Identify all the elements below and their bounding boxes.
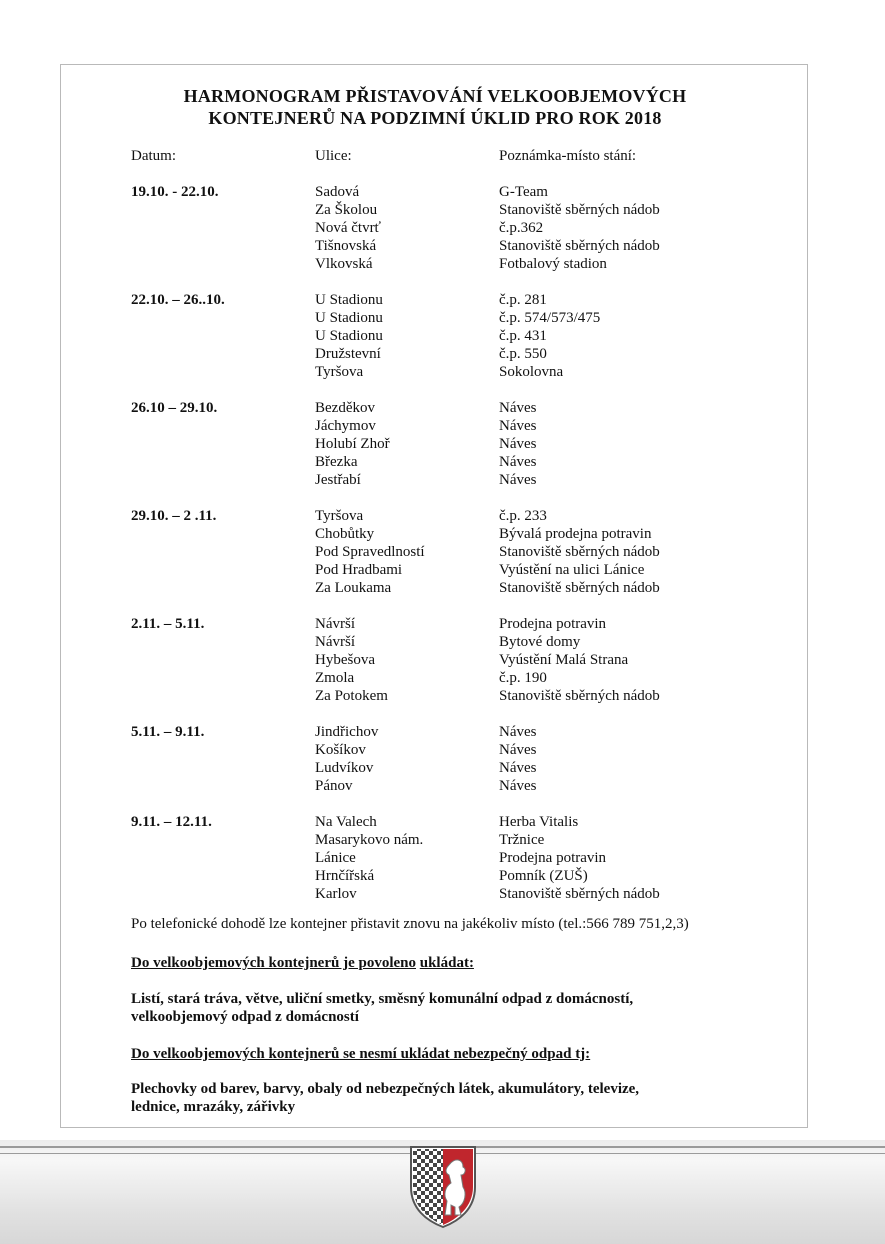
- title-line-2: KONTEJNERŮ NA PODZIMNÍ ÚKLID PRO ROK 2018: [208, 108, 662, 128]
- schedule-note: Náves: [499, 454, 537, 470]
- schedule-note: č.p. 281: [499, 292, 547, 308]
- schedule-row: [61, 363, 809, 381]
- schedule-note: č.p. 550: [499, 346, 547, 362]
- schedule-street: Březka: [315, 454, 358, 470]
- schedule-street: Návrší: [315, 634, 355, 650]
- schedule-note: Stanoviště sběrných nádob: [499, 886, 660, 902]
- allowed-heading-text: Do velkoobjemových kontejnerů je povoleno: [131, 955, 416, 971]
- schedule-note: Vyústění Malá Strana: [499, 652, 629, 668]
- schedule-row: [61, 759, 809, 777]
- schedule-note: č.p. 574/573/475: [499, 310, 601, 326]
- schedule-row: [61, 237, 809, 255]
- schedule-street: Na Valech: [315, 814, 377, 830]
- schedule-note: Vyústění na ulici Lánice: [499, 562, 645, 578]
- schedule-street: Holubí Zhoř: [315, 436, 390, 452]
- allowed-items: [131, 990, 771, 1026]
- schedule-note: Fotbalový stadion: [499, 256, 607, 272]
- schedule-street: Chobůtky: [315, 526, 375, 542]
- schedule-note: Tržnice: [499, 832, 545, 848]
- schedule-note: č.p. 190: [499, 670, 547, 686]
- schedule-date: 19.10. - 22.10.: [131, 184, 219, 200]
- schedule-street: Košíkov: [315, 742, 366, 758]
- schedule-street: U Stadionu: [315, 328, 383, 344]
- column-headers: [61, 147, 809, 165]
- schedule-date: 9.11. – 12.11.: [131, 814, 212, 830]
- schedule-street: Nová čtvrť: [315, 220, 381, 236]
- allowed-line-1: Listí, stará tráva, větve, uliční smetky, směsný komunální odpad z domácností,: [131, 991, 634, 1007]
- schedule-row: [61, 615, 809, 633]
- schedule-note: Sokolovna: [499, 364, 564, 380]
- schedule-row: [61, 669, 809, 687]
- schedule-row: [61, 561, 809, 579]
- schedule-date: 29.10. – 2 .11.: [131, 508, 217, 524]
- document-title: [61, 85, 809, 129]
- schedule-note: Bytové domy: [499, 634, 581, 650]
- schedule-note: Náves: [499, 742, 537, 758]
- forbidden-items: [131, 1080, 771, 1116]
- schedule-street: Bezděkov: [315, 400, 375, 416]
- schedule-row: [61, 777, 809, 795]
- schedule-row: [61, 741, 809, 759]
- town-crest-icon: [405, 1143, 481, 1229]
- schedule-street: Za Potokem: [315, 688, 388, 704]
- schedule-row: [61, 651, 809, 669]
- schedule-date: 22.10. – 26..10.: [131, 292, 225, 308]
- schedule-note: Náves: [499, 400, 537, 416]
- schedule-row: [61, 831, 809, 849]
- header-street: Ulice:: [315, 148, 352, 164]
- schedule-row: [61, 543, 809, 561]
- schedule-row: [61, 309, 809, 327]
- schedule-note: Pomník (ZUŠ): [499, 868, 588, 884]
- schedule-row: [61, 219, 809, 237]
- schedule-street: Za Školou: [315, 202, 378, 218]
- schedule-date: 2.11. – 5.11.: [131, 616, 205, 632]
- schedule-row: [61, 507, 809, 525]
- schedule-note: Náves: [499, 418, 537, 434]
- schedule-note: Prodejna potravin: [499, 616, 607, 632]
- schedule-note: Stanoviště sběrných nádob: [499, 544, 660, 560]
- schedule-row: [61, 867, 809, 885]
- schedule-street: Hybešova: [315, 652, 375, 668]
- schedule-note: Stanoviště sběrných nádob: [499, 688, 660, 704]
- schedule-row: [61, 453, 809, 471]
- allowed-heading: [131, 954, 771, 972]
- schedule-note: č.p.362: [499, 220, 544, 236]
- schedule-street: U Stadionu: [315, 310, 383, 326]
- schedule-street: Jáchymov: [315, 418, 376, 434]
- schedule-street: Ludvíkov: [315, 760, 374, 776]
- schedule-row: [61, 849, 809, 867]
- document-page: [60, 64, 808, 1128]
- schedule-street: Hrnčířská: [315, 868, 375, 884]
- schedule-street: Tyršova: [315, 364, 364, 380]
- schedule-street: Pánov: [315, 778, 353, 794]
- schedule-street: Návrší: [315, 616, 355, 632]
- forbidden-line-1: Plechovky od barev, barvy, obaly od nebezpečných látek, akumulátory, televize,: [131, 1081, 640, 1097]
- schedule-street: Lánice: [315, 850, 356, 866]
- schedule-street: Tišnovská: [315, 238, 377, 254]
- schedule-note: Náves: [499, 724, 537, 740]
- schedule-row: [61, 435, 809, 453]
- schedule-street: Jindřichov: [315, 724, 379, 740]
- schedule-date: 5.11. – 9.11.: [131, 724, 205, 740]
- schedule-date: 26.10 – 29.10.: [131, 400, 218, 416]
- phone-note: Po telefonické dohodě lze kontejner přistavit znovu na jakékoliv místo (tel.:566 789 751,2,3): [131, 916, 689, 932]
- schedule-note: Náves: [499, 472, 537, 488]
- schedule-row: [61, 255, 809, 273]
- schedule-note: Herba Vitalis: [499, 814, 579, 830]
- crest-checkered-field: [413, 1149, 443, 1225]
- schedule-row: [61, 345, 809, 363]
- schedule-row: [61, 723, 809, 741]
- schedule-street: U Stadionu: [315, 292, 383, 308]
- schedule-street: Karlov: [315, 886, 357, 902]
- schedule-street: Družstevní: [315, 346, 381, 362]
- header-note: Poznámka-místo stání:: [499, 148, 637, 164]
- schedule-street: Vlkovská: [315, 256, 373, 272]
- schedule-row: [61, 579, 809, 597]
- schedule-note: Stanoviště sběrných nádob: [499, 202, 660, 218]
- schedule-row: [61, 399, 809, 417]
- title-line-1: HARMONOGRAM PŘISTAVOVÁNÍ VELKOOBJEMOVÝCH: [183, 86, 687, 106]
- allowed-heading-verb: ukládat:: [419, 955, 474, 971]
- schedule-note: Náves: [499, 436, 537, 452]
- schedule-row: [61, 291, 809, 309]
- schedule-street: Zmola: [315, 670, 355, 686]
- schedule-note: Stanoviště sběrných nádob: [499, 580, 660, 596]
- schedule-row: [61, 687, 809, 705]
- schedule-street: Za Loukama: [315, 580, 392, 596]
- schedule-row: [61, 813, 809, 831]
- schedule-row: [61, 201, 809, 219]
- schedule-street: Pod Hradbami: [315, 562, 403, 578]
- schedule-note: č.p. 233: [499, 508, 547, 524]
- schedule-row: [61, 633, 809, 651]
- schedule-row: [61, 885, 809, 903]
- allowed-line-2: velkoobjemový odpad z domácností: [131, 1009, 359, 1025]
- schedule-row: [61, 327, 809, 345]
- forbidden-heading: Do velkoobjemových kontejnerů se nesmí ukládat nebezpečný odpad tj:: [131, 1046, 591, 1062]
- forbidden-line-2: lednice, mrazáky, zářivky: [131, 1099, 296, 1115]
- schedule-street: Sadová: [315, 184, 360, 200]
- schedule-street: Tyršova: [315, 508, 364, 524]
- schedule-street: Jestřabí: [315, 472, 361, 488]
- schedule-note: Náves: [499, 778, 537, 794]
- schedule-note: č.p. 431: [499, 328, 547, 344]
- schedule-note: G-Team: [499, 184, 548, 200]
- schedule-row: [61, 471, 809, 489]
- schedule-note: Bývalá prodejna potravin: [499, 526, 652, 542]
- schedule-row: [61, 417, 809, 435]
- schedule-street: Masarykovo nám.: [315, 832, 424, 848]
- schedule-street: Pod Spravedlností: [315, 544, 425, 560]
- header-date: Datum:: [131, 148, 176, 164]
- schedule-note: Stanoviště sběrných nádob: [499, 238, 660, 254]
- schedule-row: [61, 183, 809, 201]
- schedule-note: Náves: [499, 760, 537, 776]
- schedule-note: Prodejna potravin: [499, 850, 607, 866]
- schedule-row: [61, 525, 809, 543]
